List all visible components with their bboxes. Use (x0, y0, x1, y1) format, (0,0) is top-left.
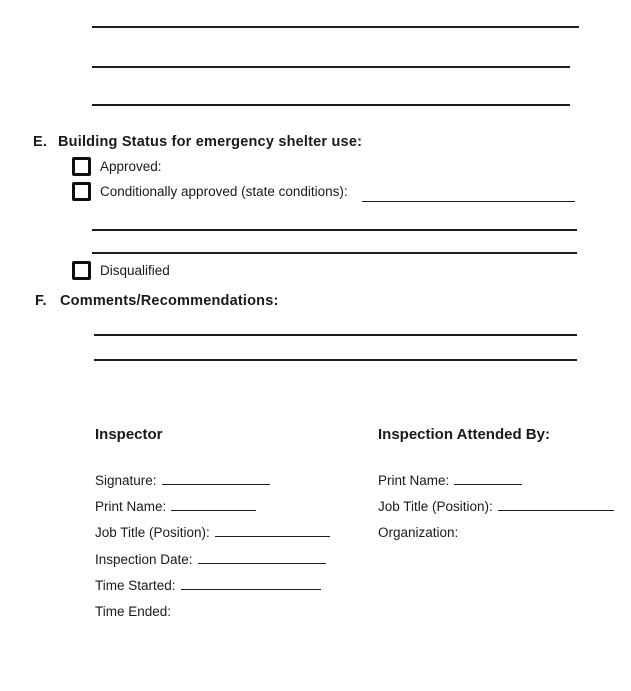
inspection-attended-by-heading: Inspection Attended By: (378, 426, 550, 443)
section-e-letter: E. (33, 134, 48, 150)
time-started-fill-line[interactable] (181, 573, 321, 590)
comments-blank-line[interactable] (94, 359, 577, 361)
section-e-heading (33, 134, 362, 150)
conditions-blank-line[interactable] (92, 252, 577, 254)
time-ended-field-row (95, 599, 330, 625)
blank-line[interactable] (92, 104, 570, 106)
attendee-organization-label: Organization: (378, 525, 459, 541)
section-f-title: Comments/Recommendations: (60, 293, 279, 309)
job-title-label: Job Title (Position): (95, 525, 210, 541)
signature-fill-line[interactable] (162, 468, 270, 485)
attendee-job-title-label: Job Title (Position): (378, 499, 493, 515)
attendee-job-title-field-row (378, 494, 614, 520)
approved-option-row (72, 157, 162, 176)
print-name-fill-line[interactable] (171, 494, 256, 511)
signature-field-row (95, 468, 330, 494)
inspection-attended-by-column (378, 426, 614, 547)
inspection-date-fill-line[interactable] (198, 547, 326, 564)
section-e-title: Building Status for emergency shelter use: (58, 134, 363, 150)
section-f-letter: F. (35, 293, 47, 309)
section-f-heading (35, 293, 279, 309)
conditions-fill-line[interactable] (362, 201, 575, 202)
time-started-label: Time Started: (95, 577, 176, 593)
blank-line[interactable] (92, 26, 579, 28)
print-name-field-row (95, 494, 330, 520)
conditionally-approved-checkbox[interactable] (72, 182, 91, 201)
inspection-date-label: Inspection Date: (95, 551, 193, 567)
disqualified-option-row (72, 261, 170, 280)
attendee-print-name-fill-line[interactable] (454, 468, 522, 485)
approved-label: Approved: (100, 159, 162, 174)
attendee-print-name-label: Print Name: (378, 473, 450, 488)
signature-label: Signature: (95, 473, 157, 488)
print-name-label: Print Name: (95, 499, 167, 515)
comments-blank-line[interactable] (94, 334, 577, 336)
disqualified-label: Disqualified (100, 263, 170, 278)
time-ended-label: Time Ended: (95, 603, 172, 619)
inspector-column (95, 426, 330, 625)
job-title-fill-line[interactable] (215, 520, 330, 537)
conditionally-approved-label: Conditionally approved (state conditions): (100, 184, 348, 199)
attendee-job-title-fill-line[interactable] (498, 494, 614, 511)
blank-line[interactable] (92, 66, 570, 68)
approved-checkbox[interactable] (72, 157, 91, 176)
inspector-heading: Inspector (95, 426, 163, 443)
conditionally-approved-option-row (72, 182, 348, 201)
job-title-field-row (95, 520, 330, 546)
attendee-organization-field-row (378, 520, 614, 546)
disqualified-checkbox[interactable] (72, 261, 91, 280)
conditions-blank-line[interactable] (92, 229, 577, 231)
inspection-date-field-row (95, 547, 330, 573)
attendee-print-name-field-row (378, 468, 614, 494)
time-started-field-row (95, 573, 330, 599)
